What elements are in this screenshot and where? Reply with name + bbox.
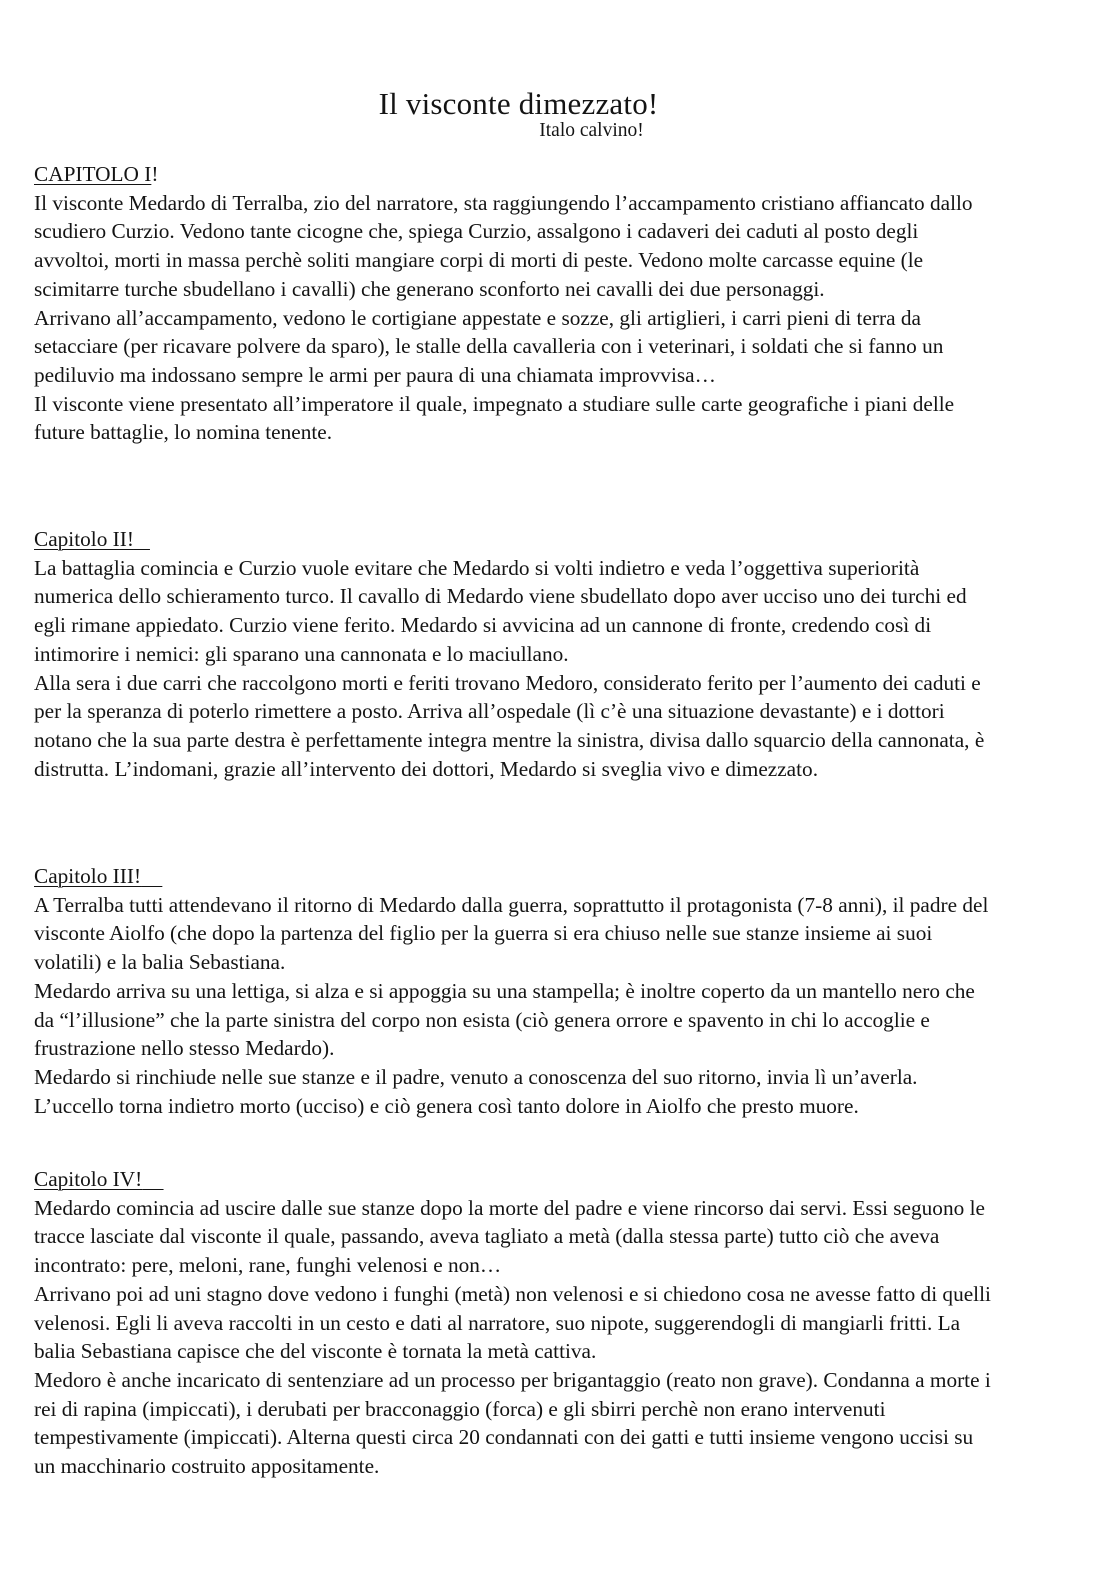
paragraph: Medardo si rinchiude nelle sue stanze e il padre, venuto a conoscenza del suo ritorno, invia lì un’averla. L’uccello torna indietro morto (ucciso) e ciò genera così tanto dolore in Aiolfo che presto muore. <box>34 1064 918 1118</box>
paragraph: Medardo comincia ad uscire dalle sue stanze dopo la morte del padre e viene rincorso dai servi. Essi seguono le tracce lasciate dal visconte il quale, passando, aveva tagliato a metà (dalla stessa parte) tutto ciò che aveva incontrato: pere, meloni, rane, funghi velenosi e non… <box>34 1195 985 1278</box>
chapter-4 <box>34 1165 994 1481</box>
chapter-2 <box>34 525 994 783</box>
paragraph: Arrivano poi ad uni stagno dove vedono i funghi (metà) non velenosi e si chiedono cosa ne avesse fatto di quelli velenosi. Egli li aveva raccolti in un cesto e dati al narratore, suo nipote, suggerendogli di mangiarli fritti. La balia Sebastiana capisce che del visconte è tornata la metà cattiva. <box>34 1281 991 1364</box>
paragraph: Medoro è anche incaricato di sentenziare ad un processo per brigantaggio (reato non grave). Condanna a morte i rei di rapina (impiccati), i derubati per bracconaggio (forca) e gli sbirri perchè non erano intervenuti tempestivamente (impiccati). Alterna questi circa 20 condannati con dei gatti e tutti insieme vengono uccisi su un macchinario costruito appositamente. <box>34 1367 991 1479</box>
chapter-heading-text: CAPITOLO I <box>34 162 152 186</box>
chapter-heading-pad <box>141 864 162 888</box>
paragraph: Arrivano all’accampamento, vedono le cortigiane appestate e sozze, gli artiglieri, i carri pieni di terra da setacciare (per ricavare polvere da sparo), le stalle della cavalleria con i veterinari, i soldati che si fanno un pediluvio ma indossano sempre le armi per paura di una chiamata improvvisa… <box>34 305 944 387</box>
chapter-heading-text: Capitolo II! <box>34 527 134 551</box>
paragraph: Medardo arriva su una lettiga, si alza e si appoggia su una stampella; è inoltre coperto da un mantello nero che da “l’illusione” che la parte sinistra del corpo non esista (ciò genera orrore e spavento in chi lo accoglie e frustrazione nello stesso Medardo). <box>34 978 975 1061</box>
chapter-heading-text: Capitolo III! <box>34 864 142 888</box>
paragraph: A Terralba tutti attendevano il ritorno di Medardo dalla guerra, soprattutto il protagonista (7-8 anni), il padre del visconte Aiolfo (che dopo la partenza del figlio per la guerra si era chiuso nelle sue stanze insieme ai suoi volatili) e la balia Sebastiana. <box>34 892 989 975</box>
chapter-3 <box>34 862 994 1120</box>
document-title: Il visconte dimezzato! <box>378 86 659 121</box>
paragraph: Il visconte Medardo di Terralba, zio del narratore, sta raggiungendo l’accampamento cristiano affiancato dallo scudiero Curzio. Vedono tante cicogne che, spiega Curzio, assalgono i cadaveri dei caduti al posto degli avvoltoi, morti in massa perchè soliti mangiare corpi di morti di peste. Vedono molte carcasse equine (le scimitarre turche sbudellano i cavalli) che generano sconforto nei cavalli dei due personaggi. <box>34 190 973 301</box>
document-author: Italo calvino! <box>539 120 644 141</box>
paragraph: La battaglia comincia e Curzio vuole evitare che Medardo si volti indietro e veda l’oggettiva superiorità numerica dello schieramento turco. Il cavallo di Medardo viene sbudellato dopo aver ucciso uno dei turchi ed egli rimane appiedato. Curzio viene ferito. Medardo si avvicina ad un cannone di fronte, credendo così di intimorire i nemici: gli sparano una cannonata e lo maciullano. <box>34 555 967 666</box>
chapter-heading <box>34 525 994 554</box>
chapter-heading-suffix: ! <box>151 162 159 186</box>
chapter-heading <box>34 862 994 891</box>
paragraph: Alla sera i due carri che raccolgono morti e feriti trovano Medoro, considerato ferito per l’aumento dei caduti e per la speranza di poterlo rimettere a posto. Arriva all’ospedale (lì c’è una situazione devastante) e i dottori notano che la sua parte destra è perfettamente integra mentre la sinistra, divisa dallo squarcio della cannonata, è distrutta. L’indomani, grazie all’intervento dei dottori, Medardo si sveglia vivo e dimezzato. <box>34 670 985 781</box>
chapter-heading <box>34 1165 994 1194</box>
chapter-heading-pad <box>134 527 150 551</box>
chapter-heading-text: Capitolo IV! <box>34 1167 143 1191</box>
chapter-heading-pad <box>142 1167 163 1191</box>
chapter-1 <box>34 160 994 447</box>
chapter-heading <box>34 160 994 189</box>
paragraph: Il visconte viene presentato all’imperatore il quale, impegnato a studiare sulle carte geografiche i piani delle future battaglie, lo nomina tenente. <box>34 391 955 445</box>
